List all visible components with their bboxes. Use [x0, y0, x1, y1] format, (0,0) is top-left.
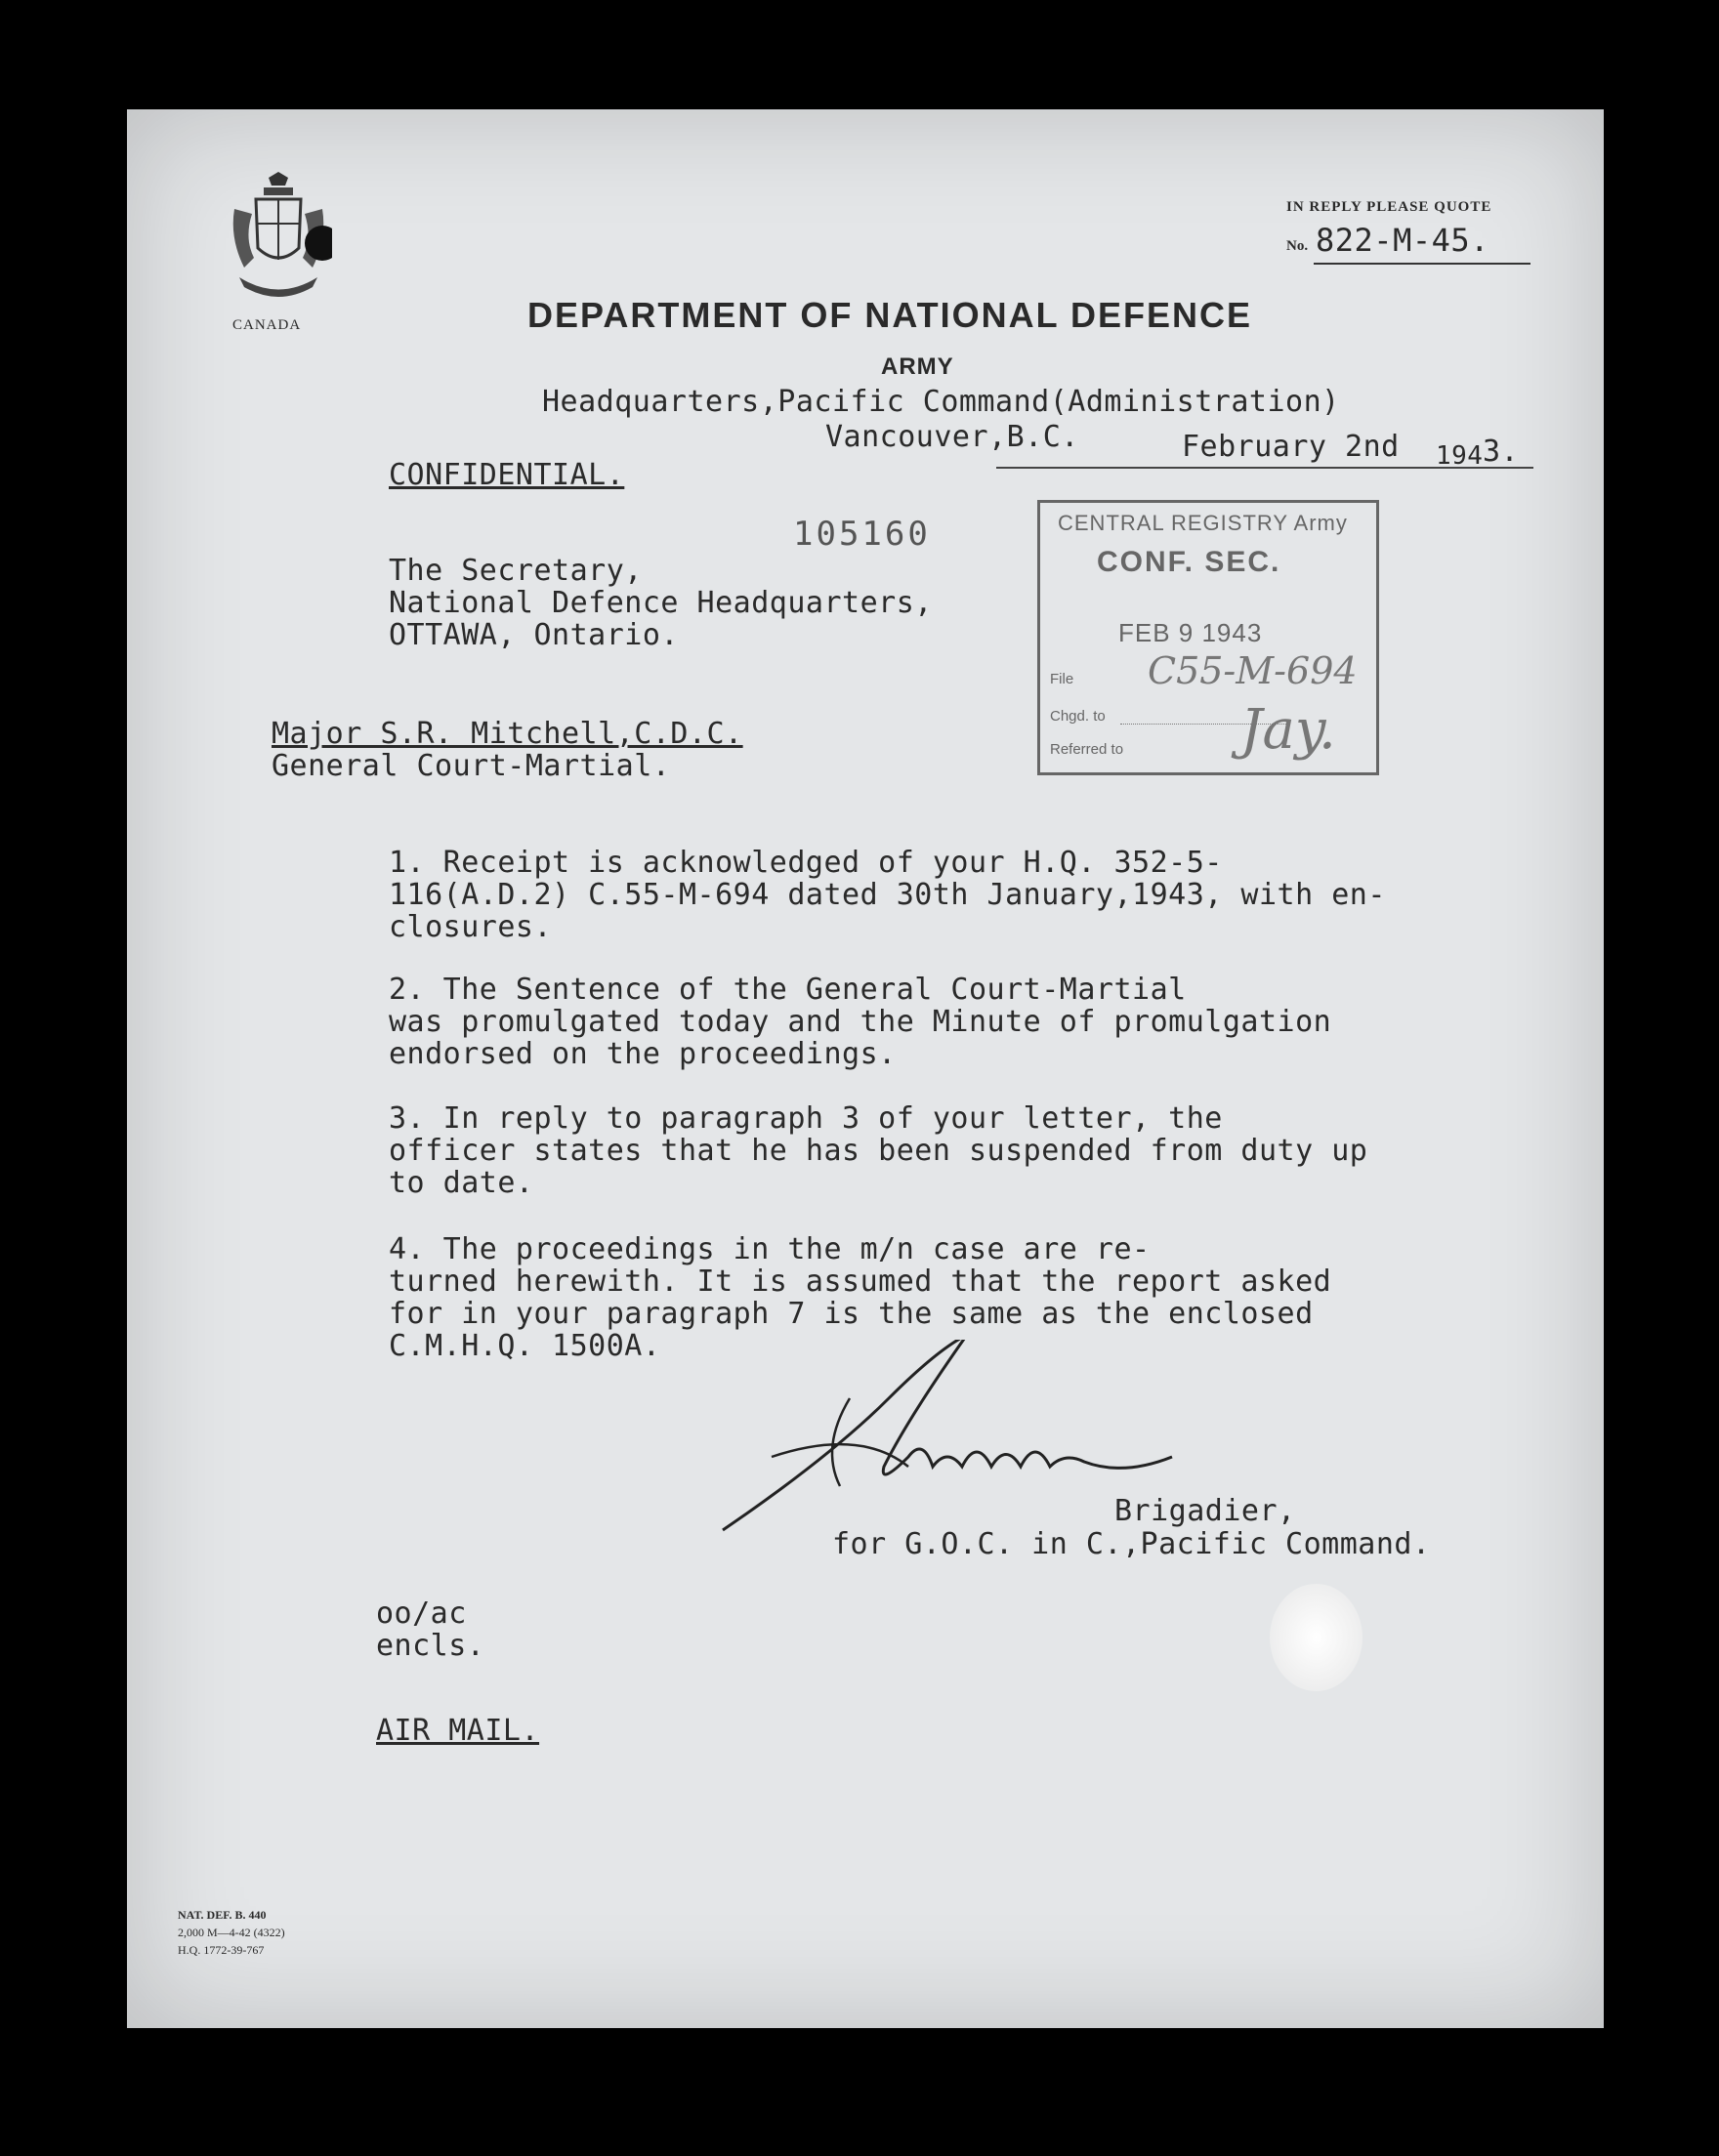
reply-quote-label: IN REPLY PLEASE QUOTE — [1286, 199, 1492, 215]
paragraph-4-line: C.M.H.Q. 1500A. — [389, 1329, 661, 1363]
paragraph-4-line: 4. The proceedings in the m/n case are re- — [389, 1232, 1151, 1266]
stamp-date: FEB 9 1943 — [1118, 618, 1263, 647]
location-line: Vancouver,B.C. — [825, 420, 1079, 454]
form-print-run: 2,000 M—4-42 (4322) — [178, 1926, 285, 1939]
signatory-rank: Brigadier, — [1114, 1494, 1296, 1528]
paragraph-2-line: endorsed on the proceedings. — [389, 1037, 897, 1071]
addressee-line: OTTAWA, Ontario. — [389, 618, 679, 652]
enclosures-note: encls. — [376, 1629, 485, 1663]
letter-date: February 2nd — [1182, 430, 1400, 464]
registry-number: 105160 — [793, 515, 931, 554]
typist-initials: oo/ac — [376, 1596, 467, 1631]
paragraph-2-line: 2. The Sentence of the General Court-Martial — [389, 973, 1187, 1007]
canada-label: CANADA — [232, 317, 302, 333]
reply-number-label: No. — [1286, 238, 1309, 254]
reply-number: 822-M-45. — [1316, 222, 1489, 259]
command-line: Headquarters,Pacific Command(Administration) — [542, 385, 1340, 419]
paragraph-3-line: officer states that he has been suspended from duty up — [389, 1134, 1368, 1168]
stamp-charged-label: Chgd. to — [1050, 708, 1106, 725]
canada-coat-of-arms-icon — [225, 170, 332, 307]
department-title: DEPARTMENT OF NATIONAL DEFENCE — [527, 295, 1252, 335]
branch-title: ARMY — [881, 353, 954, 380]
signatory-title: for G.O.C. in C.,Pacific Command. — [832, 1527, 1431, 1561]
paragraph-4-line: turned herewith. It is assumed that the report asked — [389, 1265, 1332, 1299]
letter-page — [127, 109, 1604, 2028]
subject-line: General Court-Martial. — [272, 749, 671, 783]
letter-year-prefix: 194 — [1436, 441, 1484, 471]
paper-blot — [1270, 1584, 1363, 1691]
central-registry-stamp — [1037, 500, 1379, 775]
classification-label: CONFIDENTIAL. — [389, 458, 625, 492]
form-number: NAT. DEF. B. 440 — [178, 1908, 267, 1922]
reply-number-underline — [1314, 263, 1530, 265]
stamp-section-line: CONF. SEC. — [1097, 546, 1281, 578]
paragraph-3-line: 3. In reply to paragraph 3 of your letter, the — [389, 1101, 1223, 1136]
subject-line: Major S.R. Mitchell,C.D.C. — [272, 717, 743, 751]
addressee-line: National Defence Headquarters, — [389, 586, 933, 620]
paragraph-1-line: 1. Receipt is acknowledged of your H.Q. 352-5- — [389, 846, 1223, 880]
letter-year-suffix: 3. — [1483, 435, 1520, 469]
date-underline — [996, 467, 1533, 469]
paragraph-1-line: closures. — [389, 910, 553, 944]
stamp-registry-line: CENTRAL REGISTRY Army — [1058, 511, 1348, 535]
addressee-line: The Secretary, — [389, 554, 643, 588]
paragraph-2-line: was promulgated today and the Minute of promulgation — [389, 1005, 1332, 1039]
paragraph-1-line: 116(A.D.2) C.55-M-694 dated 30th January,1943, with en- — [389, 878, 1386, 912]
stamp-file-handwritten: C55-M-694 — [1148, 649, 1358, 692]
stamp-referred-label: Referred to — [1050, 741, 1124, 758]
stamp-file-label: File — [1050, 671, 1074, 687]
paragraph-4-line: for in your paragraph 7 is the same as the enclosed — [389, 1297, 1314, 1331]
delivery-method: AIR MAIL. — [376, 1714, 540, 1748]
stamp-referred-handwritten: Jay. — [1240, 698, 1336, 762]
form-hq-ref: H.Q. 1772-39-767 — [178, 1943, 265, 1957]
paragraph-3-line: to date. — [389, 1166, 534, 1200]
